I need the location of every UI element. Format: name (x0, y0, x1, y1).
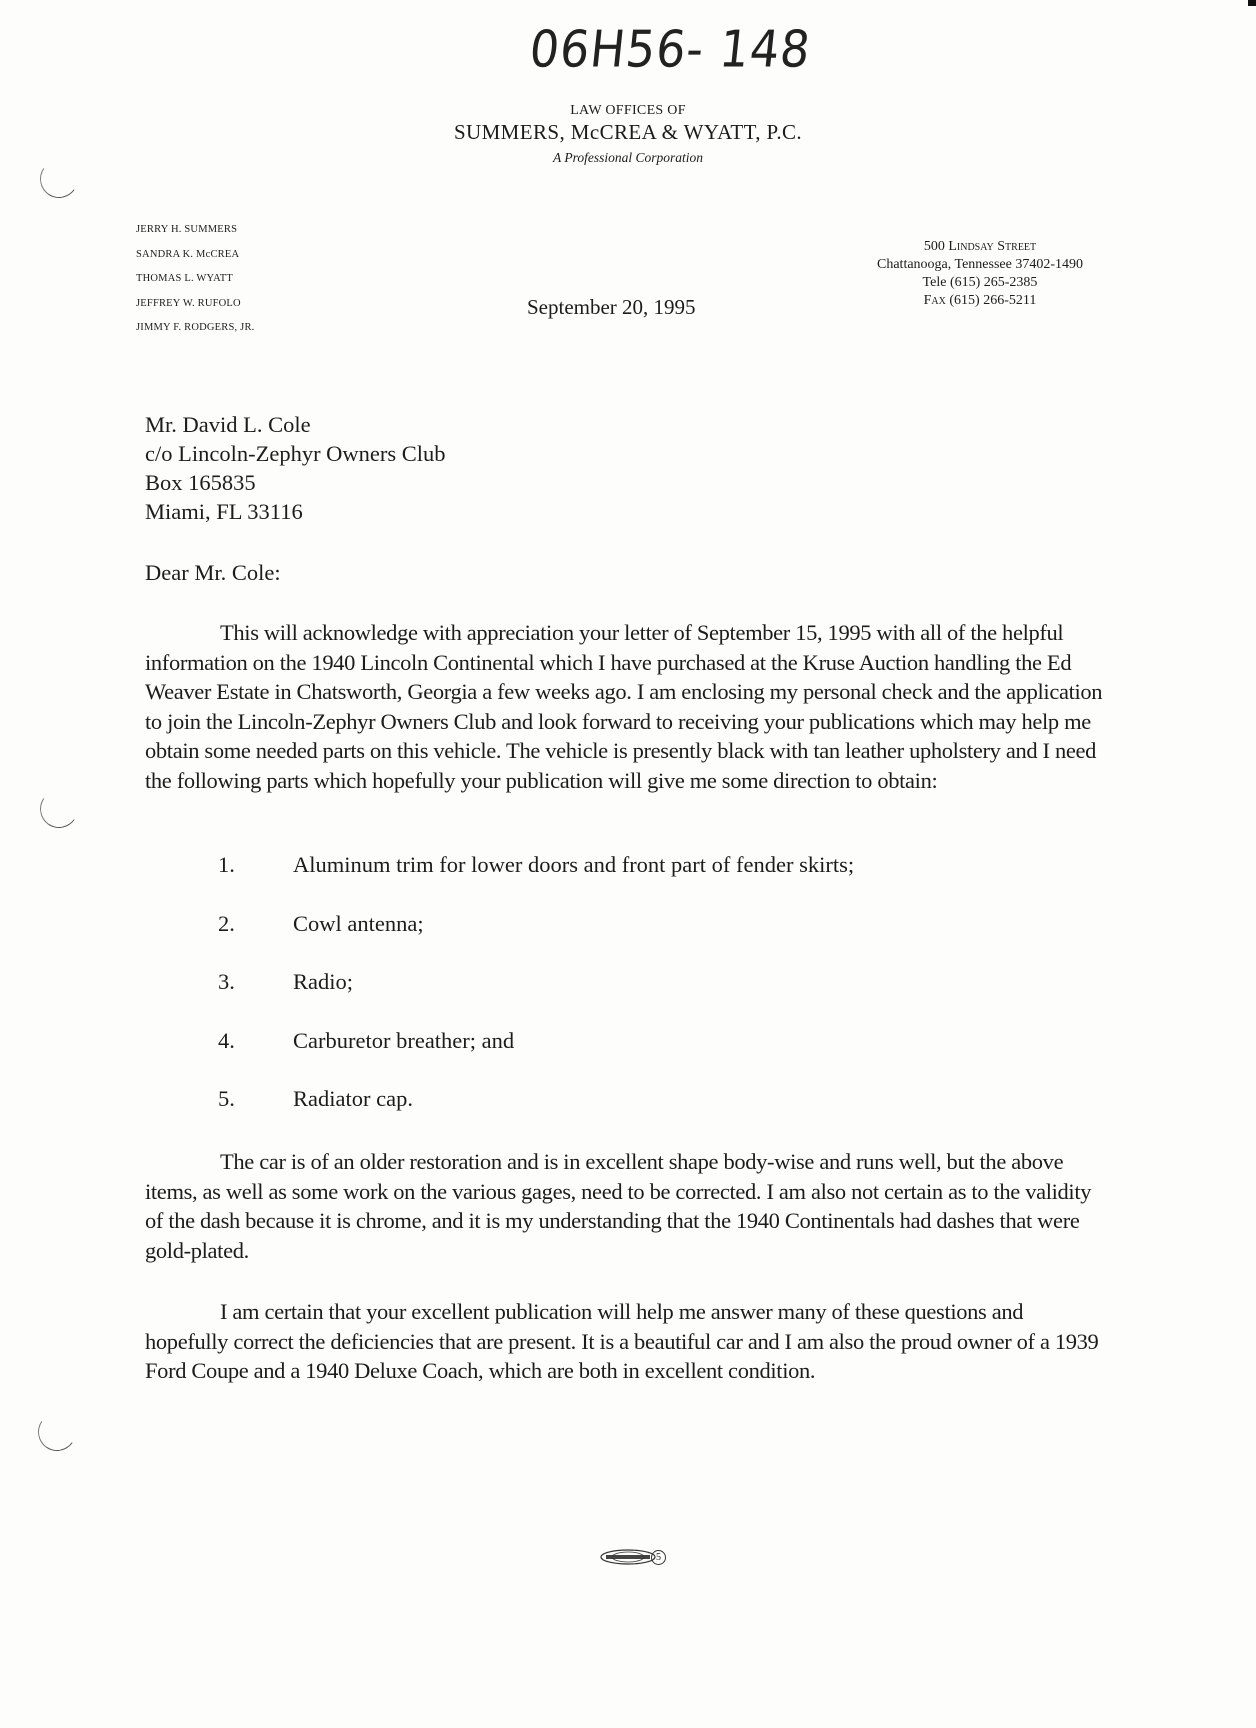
union-seal-icon (600, 1549, 656, 1565)
body-paragraph-2 (145, 1147, 1105, 1265)
body-paragraph-3 (145, 1297, 1105, 1386)
recipient-line: c/o Lincoln-Zephyr Owners Club (145, 441, 446, 466)
list-number: 4. (218, 1027, 235, 1053)
paragraph-text: I am certain that your excellent publication will help me answer many of these questions and hopefully correct the deficiencies that are present. It is a beautiful car and I am also the proud owner of a 1939 Ford Coupe and a 1940 Deluxe Coach, which are both in excellent condition. (145, 1299, 1099, 1383)
paragraph-text: The car is of an older restoration and is in excellent shape body-wise and runs well, but the above items, as well as some work on the various gages, need to be corrected. I am also not certain as to the validity of the dash because it is chrome, and it is my understanding that the 1940 Continentals had dashes that were gold-plated. (145, 1149, 1092, 1263)
address-street: 500 Lindsay Street (923, 239, 1037, 254)
letterhead-top-line: LAW OFFICES OF (570, 103, 686, 118)
list-item (218, 969, 854, 1028)
letterhead-subtitle: A Professional Corporation (552, 150, 704, 165)
list-item (218, 911, 854, 970)
list-item (218, 1086, 854, 1145)
firm-address (840, 238, 1120, 310)
partner-name: THOMAS L. WYATT (136, 273, 234, 284)
punch-hole-icon (37, 787, 81, 831)
address-fax: Fax (615) 266-5211 (923, 293, 1037, 308)
list-number: 2. (218, 910, 235, 936)
list-item (218, 852, 854, 911)
list-text: Radio; (293, 969, 353, 994)
recipient-line: Mr. David L. Cole (145, 412, 311, 437)
list-text: Cowl antenna; (293, 910, 424, 936)
address-city: Chattanooga, Tennessee 37402-1490 (877, 257, 1083, 272)
list-number: 1. (218, 852, 235, 877)
list-item (218, 1028, 854, 1087)
partner-list (136, 218, 255, 341)
partner-name: SANDRA K. McCREA (136, 248, 240, 260)
address-tele: Tele (615) 265-2385 (922, 275, 1038, 290)
parts-list (218, 852, 854, 1145)
handwritten-document-id: 06H56- 148 (526, 19, 814, 79)
letterhead-firm-name: SUMMERS, McCREA & WYATT, P.C. (453, 120, 803, 144)
partner-name: JIMMY F. RODGERS, JR. (136, 322, 255, 333)
list-number: 5. (218, 1086, 235, 1111)
letter-date: September 20, 1995 (527, 295, 696, 319)
list-text: Carburetor breather; and (293, 1027, 515, 1053)
partner-name: JERRY H. SUMMERS (136, 224, 238, 235)
salutation: Dear Mr. Cole: (145, 560, 281, 585)
list-text: Aluminum trim for lower doors and front part of fender skirts; (293, 852, 855, 877)
union-bug-number: 5 (651, 1550, 666, 1565)
recipient-line: Miami, FL 33116 (145, 499, 303, 524)
recipient-address (145, 410, 446, 526)
punch-hole-icon (35, 1410, 79, 1454)
scan-edge-mark (1248, 0, 1256, 6)
paragraph-text: This will acknowledge with appreciation your letter of September 15, 1995 with all of the helpful information on the 1940 Lincoln Continental which I have purchased at the Kruse Auction handling the Ed Weaver Estate in Chatsworth, Georgia a few weeks ago. I am enclosing my personal check and the application to join the Lincoln-Zephyr Owners Club and look forward to receiving your publications which may help me obtain some needed parts on this vehicle. The vehicle is presently black with tan leather upholstery and I need the following parts which hopefully your publication will give me some direction to obtain: (145, 620, 1103, 793)
list-number: 3. (218, 969, 235, 994)
body-paragraph-1 (145, 618, 1105, 795)
recipient-line: Box 165835 (145, 470, 256, 495)
partner-name: JEFFREY W. RUFOLO (136, 297, 241, 309)
list-text: Radiator cap. (293, 1086, 413, 1111)
